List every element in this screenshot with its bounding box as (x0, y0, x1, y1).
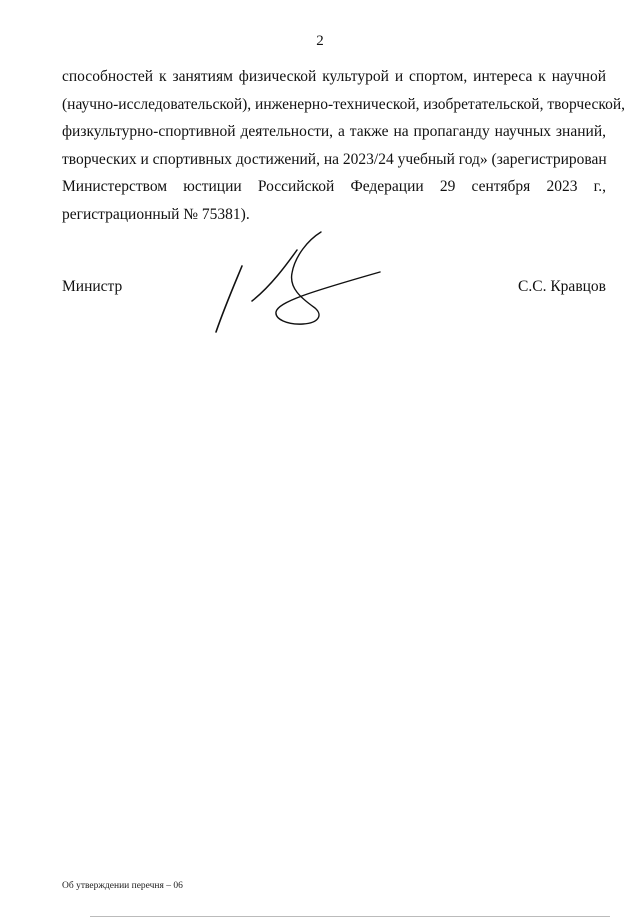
footer-note: Об утверждении перечня – 06 (62, 881, 183, 891)
body-text-line: регистрационный № 75381). (62, 205, 250, 223)
body-text-line: (научно-исследовательской), инженерно-технической, изобретательской, творческой, (62, 95, 626, 113)
body-text-line: творческих и спортивных достижений, на 2023/24 учебный год» (зарегистрирован (62, 150, 607, 168)
signatory-position: Министр (62, 278, 123, 295)
body-text (62, 63, 626, 229)
body-text-line: способностей к занятиям физической культурой и спортом, интереса к научной (62, 68, 606, 85)
signatory-name: С.С. Кравцов (518, 278, 606, 295)
body-text-line: физкультурно-спортивной деятельности, а также на пропаганду научных знаний, (62, 123, 606, 141)
page-number: 2 (316, 33, 324, 49)
handwritten-signature-icon (205, 228, 390, 338)
body-text-line: Министерством юстиции Российской Федерации 29 сентября 2023 г., (62, 178, 606, 196)
bottom-rule (90, 916, 610, 917)
